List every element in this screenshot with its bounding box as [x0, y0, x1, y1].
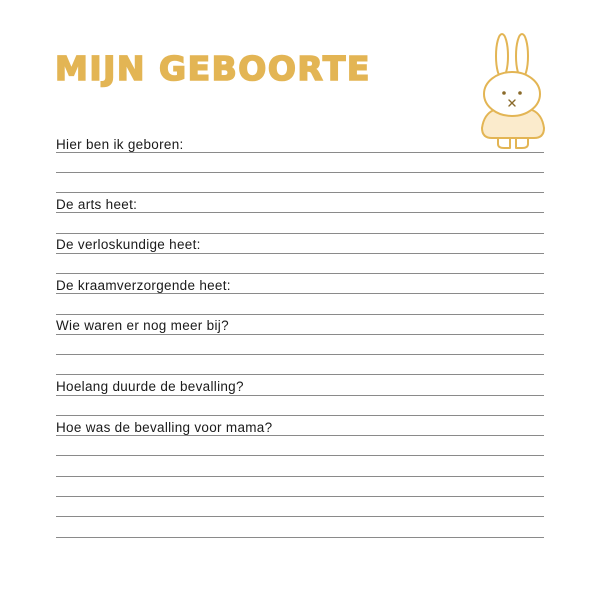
writing-line[interactable]	[56, 334, 544, 335]
writing-line[interactable]	[56, 415, 544, 416]
question-birth-experience-mom: Hoe was de bevalling voor mama?	[56, 420, 273, 435]
question-who-else-present: Wie waren er nog meer bij?	[56, 318, 229, 333]
writing-line[interactable]	[56, 273, 544, 274]
writing-line[interactable]	[56, 233, 544, 234]
writing-line[interactable]	[56, 253, 544, 254]
question-midwife: De verloskundige heet:	[56, 237, 201, 252]
writing-line[interactable]	[56, 192, 544, 193]
writing-line[interactable]	[56, 496, 544, 497]
writing-line[interactable]	[56, 435, 544, 436]
question-labor-duration: Hoelang duurde de bevalling?	[56, 379, 244, 394]
writing-line[interactable]	[56, 293, 544, 294]
writing-line[interactable]	[56, 476, 544, 477]
writing-line[interactable]	[56, 354, 544, 355]
writing-line[interactable]	[56, 395, 544, 396]
writing-line[interactable]	[56, 172, 544, 173]
question-birthplace: Hier ben ik geboren:	[56, 137, 184, 152]
writing-line[interactable]	[56, 516, 544, 517]
writing-line[interactable]	[56, 537, 544, 538]
page-title: MIJN GEBOORTE	[55, 49, 371, 88]
question-doctor: De arts heet:	[56, 197, 138, 212]
writing-line[interactable]	[56, 374, 544, 375]
writing-line[interactable]	[56, 314, 544, 315]
writing-line[interactable]	[56, 455, 544, 456]
writing-line[interactable]	[56, 212, 544, 213]
writing-line[interactable]	[56, 152, 544, 153]
question-maternity-nurse: De kraamverzorgende heet:	[56, 278, 231, 293]
miffy-bunny-icon	[474, 28, 552, 152]
